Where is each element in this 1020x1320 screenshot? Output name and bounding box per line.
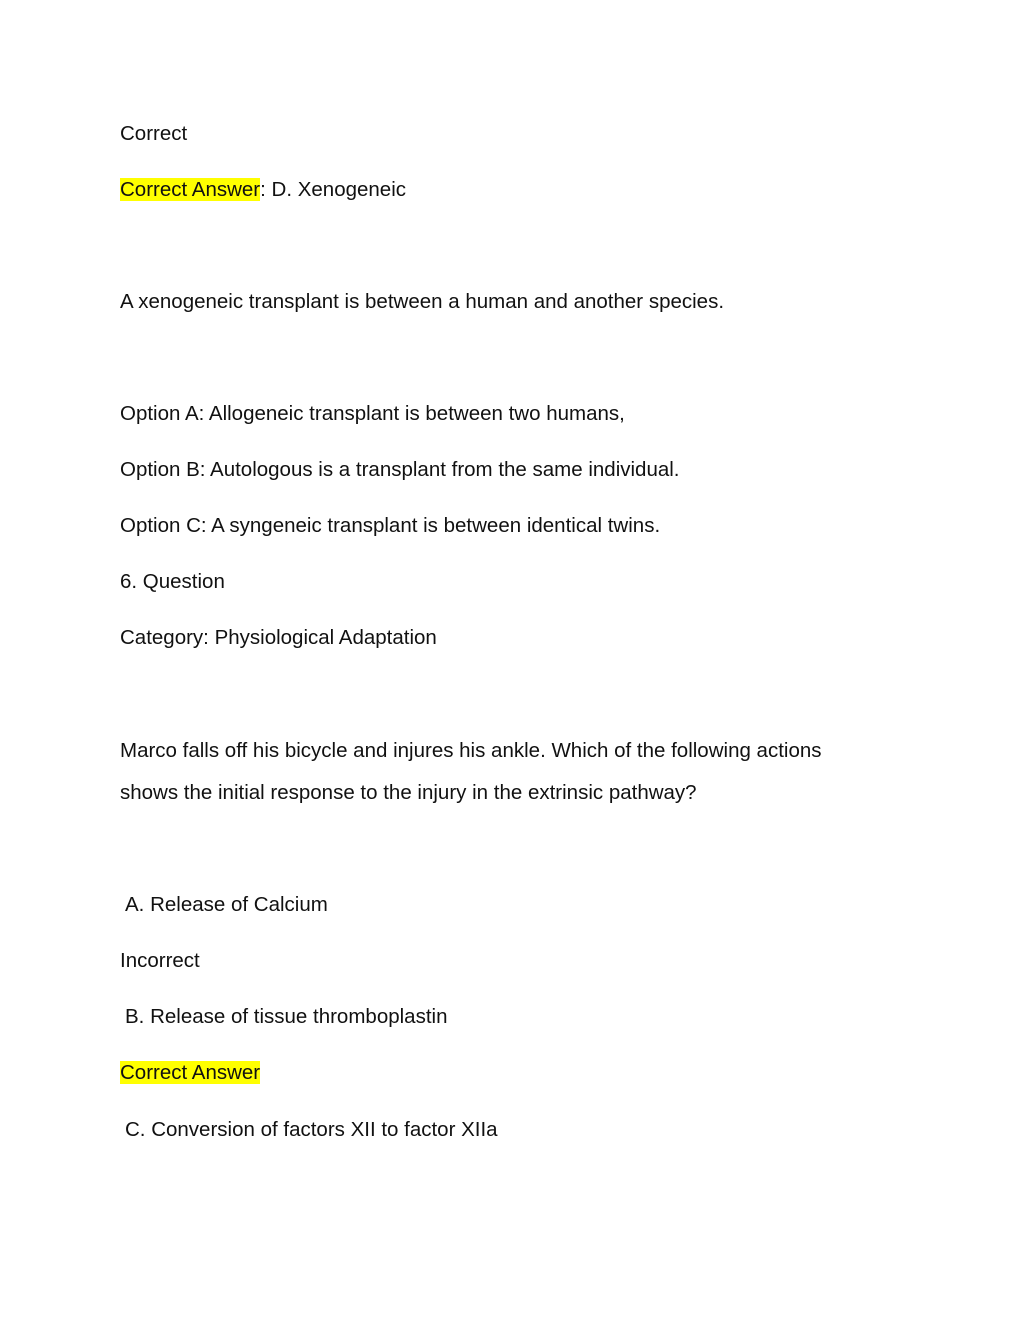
correct-answer-value: : D. Xenogeneic (260, 178, 407, 201)
question-text-line-2: shows the initial response to the injury in the extrinsic pathway? (120, 781, 697, 804)
answer-option-c: C. Conversion of factors XII to factor XIIa (125, 1118, 498, 1141)
option-c-explanation: Option C: A syngeneic transplant is between identical twins. (120, 514, 661, 537)
correct-answer-line (120, 177, 406, 203)
correct-answer-marker (120, 1060, 260, 1086)
correct-answer-highlight: Correct Answer (120, 1061, 261, 1084)
result-incorrect: Incorrect (120, 949, 200, 972)
option-b-explanation: Option B: Autologous is a transplant from the same individual. (120, 458, 680, 481)
result-correct: Correct (120, 122, 188, 145)
question-category: Category: Physiological Adaptation (120, 626, 437, 649)
answer-option-a: A. Release of Calcium (125, 893, 328, 916)
question-number: 6. Question (120, 570, 225, 593)
correct-answer-highlight: Correct Answer (120, 178, 261, 201)
question-text-line-1: Marco falls off his bicycle and injures his ankle. Which of the following actions (120, 739, 822, 762)
answer-option-b: B. Release of tissue thromboplastin (125, 1005, 448, 1028)
explanation-text: A xenogeneic transplant is between a human and another species. (120, 290, 725, 313)
option-a-explanation: Option A: Allogeneic transplant is between two humans, (120, 402, 625, 425)
